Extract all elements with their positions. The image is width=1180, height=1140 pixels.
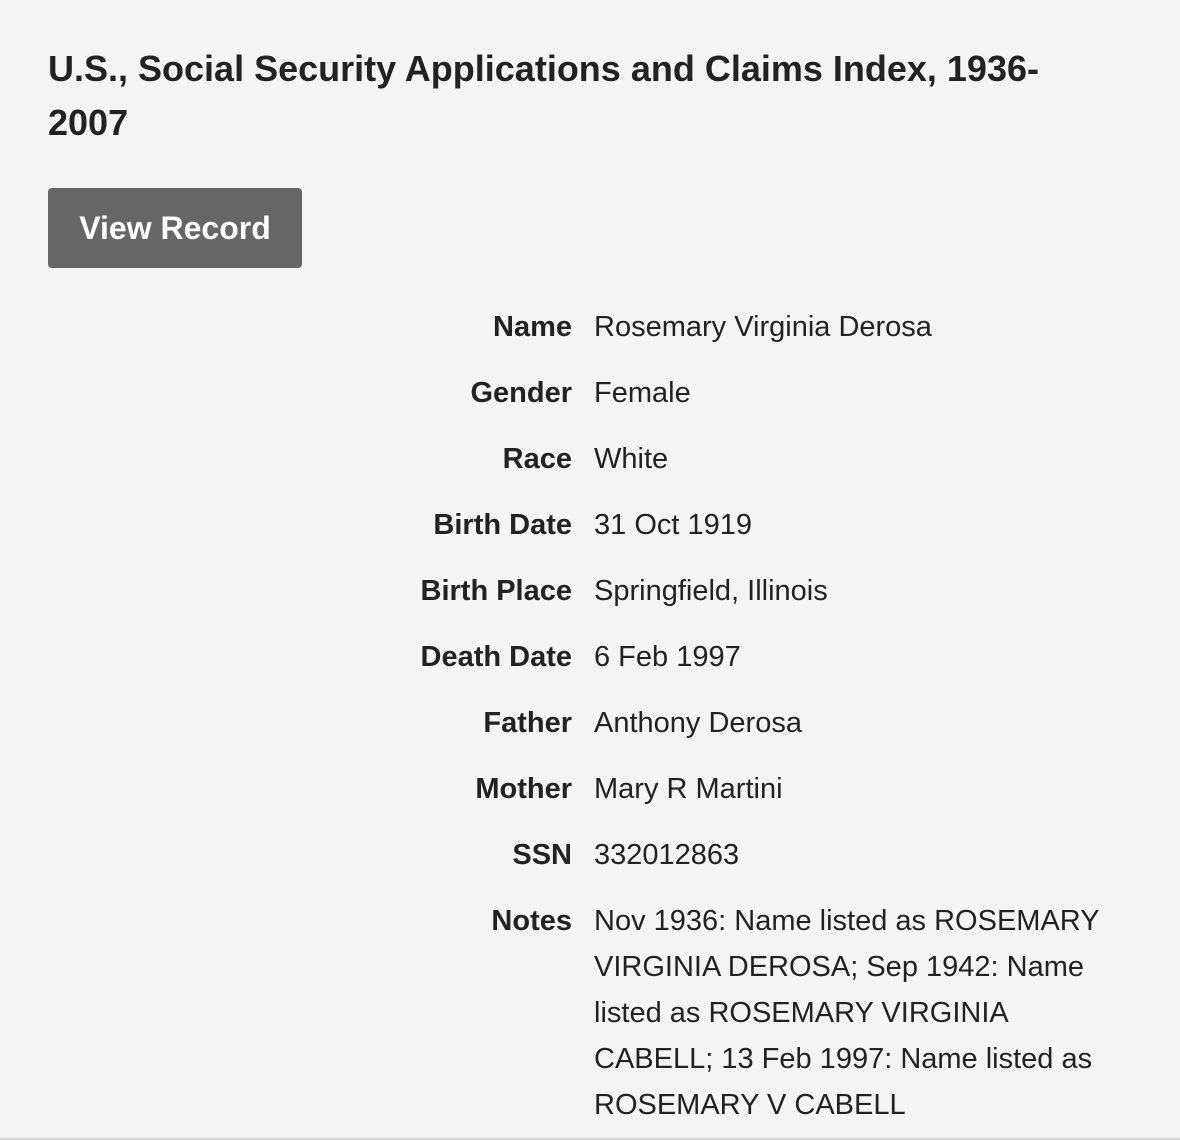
field-label-mother: Mother	[475, 773, 572, 805]
record-row-death-date	[300, 634, 1120, 680]
field-label-race: Race	[502, 443, 572, 475]
view-record-button[interactable]: View Record	[48, 188, 302, 268]
record-row-notes	[300, 898, 1120, 1128]
field-value-ssn: 332012863	[594, 839, 740, 871]
field-value-notes: Nov 1936: Name listed as ROSEMARY VIRGINIA DEROSA; Sep 1942: Name listed as ROSEMARY VIRGINIA CABELL; 13 Feb 1997: Name listed as ROSEMARY V CABELL	[594, 905, 1100, 1121]
record-row-birth-date	[300, 502, 1120, 548]
record-row-race	[300, 436, 1120, 482]
field-value-birth-date: 31 Oct 1919	[594, 509, 752, 541]
record-row-father	[300, 700, 1120, 746]
record-details	[300, 304, 1120, 1140]
field-value-father: Anthony Derosa	[594, 707, 802, 739]
record-row-ssn	[300, 832, 1120, 878]
field-label-ssn: SSN	[512, 839, 572, 871]
field-value-death-date: 6 Feb 1997	[594, 641, 741, 673]
field-label-father: Father	[483, 707, 572, 739]
field-label-notes: Notes	[491, 905, 572, 937]
page-title: U.S., Social Security Applications and Claims Index, 1936-2007	[48, 48, 1039, 143]
record-row-gender	[300, 370, 1120, 416]
field-label-gender: Gender	[470, 377, 572, 409]
field-value-race: White	[594, 443, 669, 475]
field-label-birth-date: Birth Date	[433, 509, 572, 541]
field-label-death-date: Death Date	[420, 641, 572, 673]
field-label-birth-place: Birth Place	[420, 575, 572, 607]
field-label-name: Name	[493, 311, 572, 343]
record-row-birth-place	[300, 568, 1120, 614]
field-value-birth-place: Springfield, Illinois	[594, 575, 828, 607]
field-value-name: Rosemary Virginia Derosa	[594, 311, 932, 343]
field-value-gender: Female	[594, 377, 691, 409]
field-value-mother: Mary R Martini	[594, 773, 783, 805]
record-row-mother	[300, 766, 1120, 812]
record-row-name	[300, 304, 1120, 350]
